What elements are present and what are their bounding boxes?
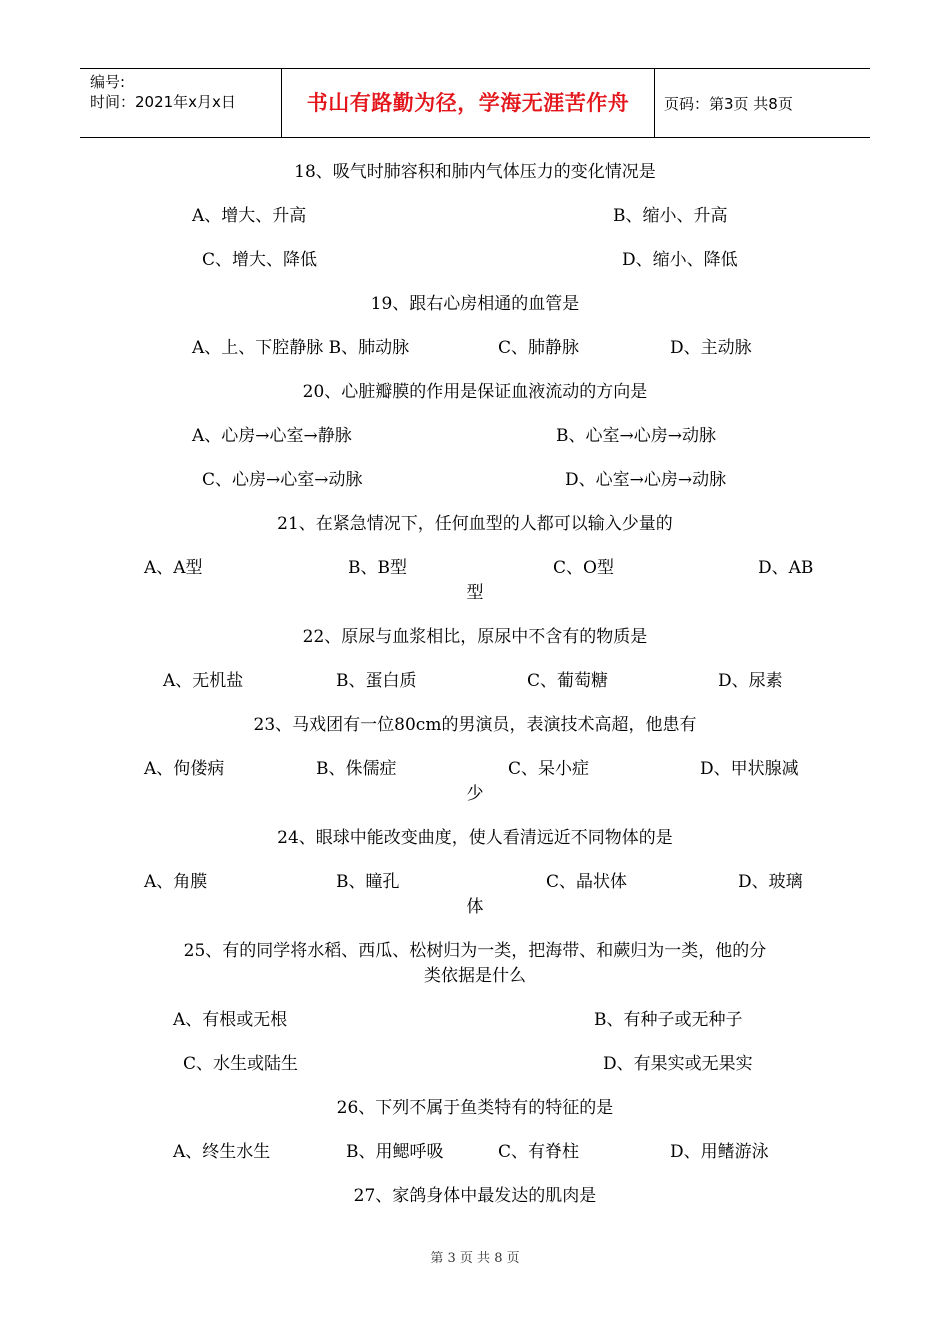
question-21-stem: 21、在紧急情况下，任何血型的人都可以输入少量的 bbox=[277, 514, 673, 534]
question-25-stem-cont: 类依据是什么 bbox=[424, 966, 526, 986]
question-25-stem: 25、有的同学将水稻、西瓜、松树归为一类，把海带、和蕨归为一类，他的分 bbox=[183, 941, 767, 961]
page-info: 页码：第3页 共8页 bbox=[664, 95, 793, 113]
q21-option-d: D、AB bbox=[758, 558, 814, 578]
question-20-stem: 20、心脏瓣膜的作用是保证血液流动的方向是 bbox=[302, 382, 648, 402]
question-27-stem: 27、家鸽身体中最发达的肌肉是 bbox=[353, 1186, 597, 1206]
q24-option-a: A、角膜 bbox=[144, 872, 208, 892]
number-label: 编号: bbox=[90, 73, 126, 91]
q20-option-b: B、心室→心房→动脉 bbox=[556, 426, 716, 446]
q21-option-a: A、A型 bbox=[144, 558, 203, 578]
q22-option-a: A、无机盐 bbox=[163, 671, 244, 691]
q18-option-d: D、缩小、降低 bbox=[622, 250, 738, 270]
page-header bbox=[80, 68, 870, 138]
question-26-stem: 26、下列不属于鱼类特有的特征的是 bbox=[336, 1098, 614, 1118]
q19-option-c: C、肺静脉 bbox=[498, 338, 580, 358]
q26-option-b: B、用鳃呼吸 bbox=[346, 1142, 444, 1162]
q18-option-b: B、缩小、升高 bbox=[613, 206, 728, 226]
q19-option-d: D、主动脉 bbox=[670, 338, 752, 358]
q25-option-b: B、有种子或无种子 bbox=[594, 1010, 743, 1030]
question-19-stem: 19、跟右心房相通的血管是 bbox=[370, 294, 580, 314]
q22-option-d: D、尿素 bbox=[718, 671, 783, 691]
q20-option-d: D、心室→心房→动脉 bbox=[565, 470, 727, 490]
q21-option-c: C、O型 bbox=[553, 558, 614, 578]
q23-option-a: A、佝偻病 bbox=[144, 759, 225, 779]
q24-option-b: B、瞳孔 bbox=[336, 872, 400, 892]
q23-option-c: C、呆小症 bbox=[508, 759, 590, 779]
q25-option-d: D、有果实或无果实 bbox=[603, 1054, 753, 1074]
q18-option-c: C、增大、降低 bbox=[202, 250, 318, 270]
q24-option-d: D、玻璃 bbox=[738, 872, 803, 892]
q21-option-b: B、B型 bbox=[348, 558, 407, 578]
q25-option-a: A、有根或无根 bbox=[173, 1010, 288, 1030]
q24-option-d-wrap: 体 bbox=[466, 897, 484, 917]
q26-option-d: D、用鳍游泳 bbox=[670, 1142, 769, 1162]
q22-option-c: C、葡萄糖 bbox=[527, 671, 609, 691]
q23-option-b: B、侏儒症 bbox=[316, 759, 397, 779]
header-divider bbox=[654, 69, 655, 137]
q25-option-c: C、水生或陆生 bbox=[183, 1054, 299, 1074]
q26-option-c: C、有脊柱 bbox=[498, 1142, 580, 1162]
header-motto: 书山有路勤为径，学海无涯苦作舟 bbox=[306, 91, 630, 115]
q18-option-a: A、增大、升高 bbox=[192, 206, 307, 226]
q23-option-d: D、甲状腺减 bbox=[700, 759, 799, 779]
q24-option-c: C、晶状体 bbox=[546, 872, 628, 892]
q22-option-b: B、蛋白质 bbox=[336, 671, 417, 691]
question-22-stem: 22、原尿与血浆相比，原尿中不含有的物质是 bbox=[302, 627, 648, 647]
time-label: 时间：2021年x月x日 bbox=[90, 93, 236, 111]
q26-option-a: A、终生水生 bbox=[173, 1142, 271, 1162]
question-23-stem: 23、马戏团有一位80cm的男演员，表演技术高超，他患有 bbox=[253, 715, 697, 735]
question-24-stem: 24、眼球中能改变曲度，使人看清远近不同物体的是 bbox=[277, 828, 673, 848]
q19-option-ab: A、上、下腔静脉 B、肺动脉 bbox=[192, 338, 410, 358]
page-footer: 第 3 页 共 8 页 bbox=[430, 1251, 520, 1266]
q20-option-c: C、心房→心室→动脉 bbox=[202, 470, 363, 490]
question-18-stem: 18、吸气时肺容积和肺内气体压力的变化情况是 bbox=[294, 162, 656, 182]
q20-option-a: A、心房→心室→静脉 bbox=[192, 426, 352, 446]
q23-option-d-wrap: 少 bbox=[466, 784, 484, 804]
q21-option-d-wrap: 型 bbox=[466, 583, 484, 603]
